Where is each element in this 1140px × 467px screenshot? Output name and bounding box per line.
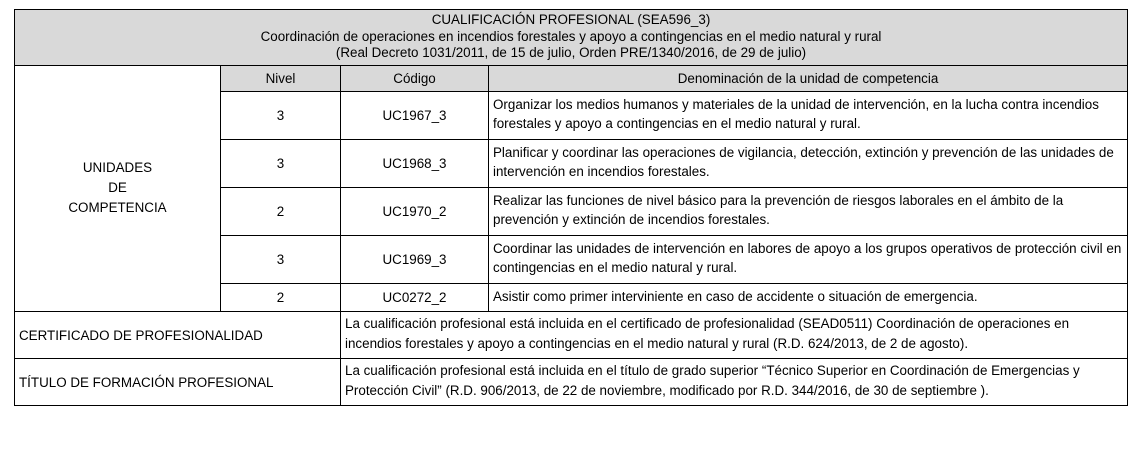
certificate-label: CERTIFICADO DE PROFESIONALIDAD — [15, 312, 341, 359]
unit-level: 3 — [221, 235, 341, 283]
vocational-title-row — [15, 359, 1128, 406]
unit-level: 3 — [221, 91, 341, 139]
unit-code: UC1967_3 — [341, 91, 489, 139]
qualification-header — [15, 10, 1128, 66]
unit-description: Coordinar las unidades de intervención en labores de apoyo a los grupos operativos de protección civil en contingencias en el medio natural y rural. — [489, 235, 1128, 283]
certificate-text: La cualificación profesional está incluida en el certificado de profesionalidad (SEAD0511) Coordinación de operaciones en incendios forestales y apoyo a contingencias en el medio natural y rural (R.D. 624/2013, de 2 de agosto). — [341, 312, 1128, 359]
column-header-denominacion: Denominación de la unidad de competencia — [489, 65, 1128, 91]
unit-code: UC1969_3 — [341, 235, 489, 283]
units-column-header-row — [15, 65, 1128, 91]
unit-description: Organizar los medios humanos y materiales de la unidad de intervención, en la lucha contra incendios forestales y apoyo a contingencias en el medio natural y rural. — [489, 91, 1128, 139]
vocational-title-text: La cualificación profesional está incluida en el título de grado superior “Técnico Superior en Coordinación de Emergencias y Protección Civil” (R.D. 906/2013, de 22 de noviembre, modificado por R.D. 344/2016, de 30 de septiembre ). — [341, 359, 1128, 406]
qualification-name: Coordinación de operaciones en incendios forestales y apoyo a contingencias en el medio natural y rural — [260, 28, 882, 44]
certificate-row — [15, 312, 1128, 359]
unit-level: 2 — [221, 283, 341, 312]
unit-code: UC1968_3 — [341, 139, 489, 187]
unit-level: 2 — [221, 187, 341, 235]
unit-description: Asistir como primer interviniente en caso de accidente o situación de emergencia. — [489, 283, 1128, 312]
unit-description: Planificar y coordinar las operaciones de vigilancia, detección, extinción y prevención de las unidades de intervención en incendios forestales. — [489, 139, 1128, 187]
column-header-nivel: Nivel — [221, 65, 341, 91]
vocational-title-label: TÍTULO DE FORMACIÓN PROFESIONAL — [15, 359, 341, 406]
qualification-decree: (Real Decreto 1031/2011, de 15 de julio, Orden PRE/1340/2016, de 29 de julio) — [335, 45, 807, 60]
qualification-title: CUALIFICACIÓN PROFESIONAL (SEA596_3) — [431, 12, 711, 27]
unit-code: UC0272_2 — [341, 283, 489, 312]
header-row — [15, 10, 1128, 66]
qualification-document — [14, 9, 1127, 406]
unit-level: 3 — [221, 139, 341, 187]
qualification-table — [14, 9, 1128, 406]
units-section-label: UNIDADES DE COMPETENCIA — [15, 65, 221, 312]
unit-description: Realizar las funciones de nivel básico para la prevención de riesgos laborales en el ámbito de la prevención y extinción de incendios forestales. — [489, 187, 1128, 235]
column-header-codigo: Código — [341, 65, 489, 91]
unit-code: UC1970_2 — [341, 187, 489, 235]
